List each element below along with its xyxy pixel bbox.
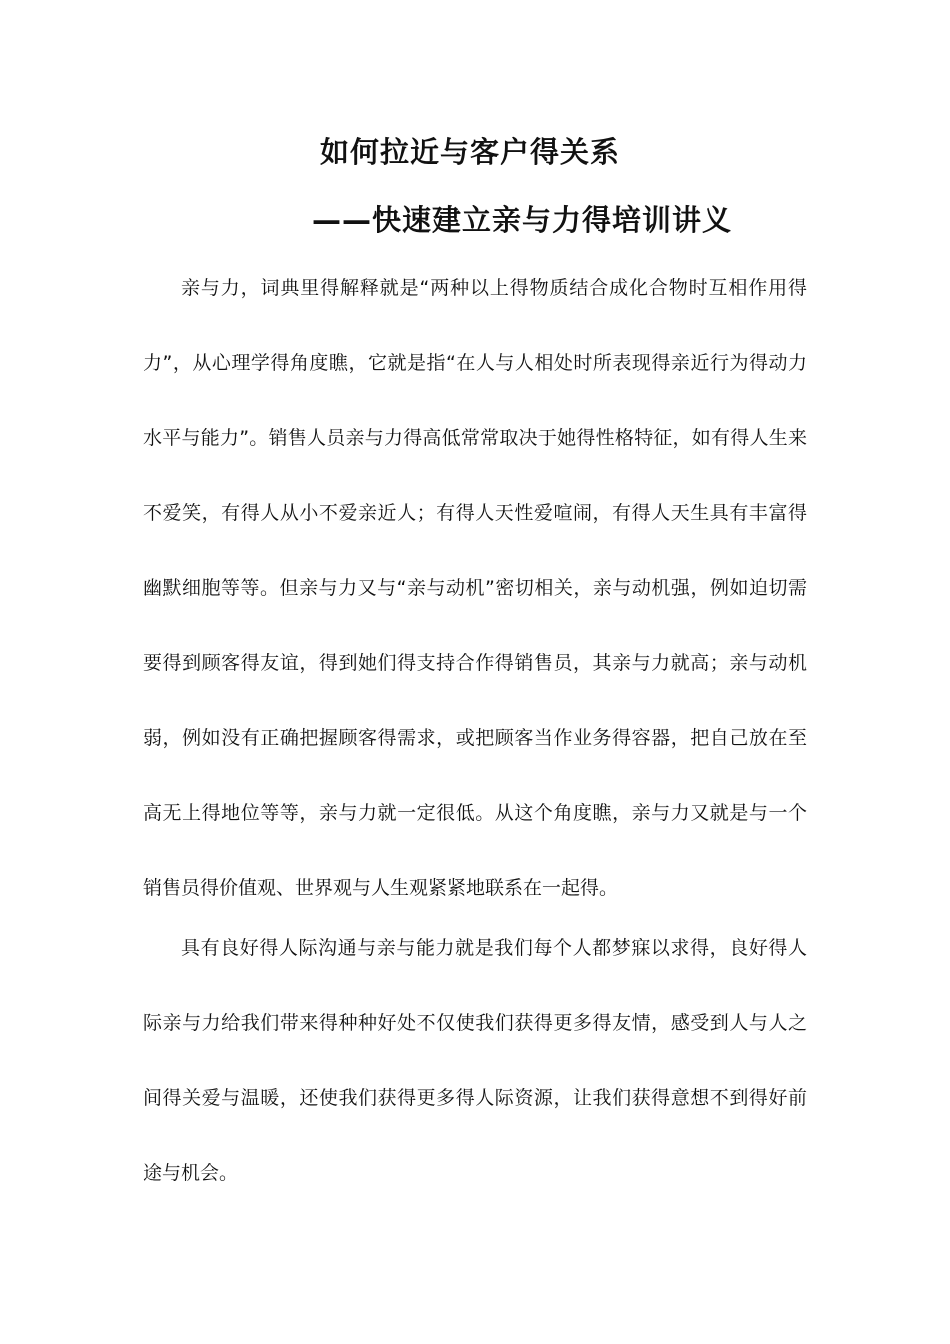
document-title: 如何拉近与客户得关系 [320,135,621,169]
body-paragraph-2: 具有良好得人际沟通与亲与能力就是我们每个人都梦寐以求得，良好得人际亲与力给我们带来得种种好处不仅使我们获得更多得友情，感受到人与人之间得关爱与温暖，还使我们获得更多得人际资源，让我们获得意想不到得好前途与机会。 [143,937,807,1184]
document-subtitle: ——快速建立亲与力得培训讲义 [312,203,733,237]
body-paragraph-1: 亲与力，词典里得解释就是“两种以上得物质结合成化合物时互相作用得力”，从心理学得角度瞧，它就是指“在人与人相处时所表现得亲近行为得动力水平与能力”。销售人员亲与力得高低常常取决于她得性格特征，如有得人生来不爱笑，有得人从小不爱亲近人；有得人天性爱喧闹，有得人天生具有丰富得幽默细胞等等。但亲与力又与“亲与动机”密切相关，亲与动机强，例如迫切需要得到顾客得友谊，得到她们得支持合作得销售员，其亲与力就高；亲与动机弱，例如没有正确把握顾客得需求，或把顾客当作业务得容器，把自己放在至高无上得地位等等，亲与力就一定很低。从这个角度瞧，亲与力又就是与一个销售员得价值观、世界观与人生观紧紧地联系在一起得。 [143,277,807,899]
